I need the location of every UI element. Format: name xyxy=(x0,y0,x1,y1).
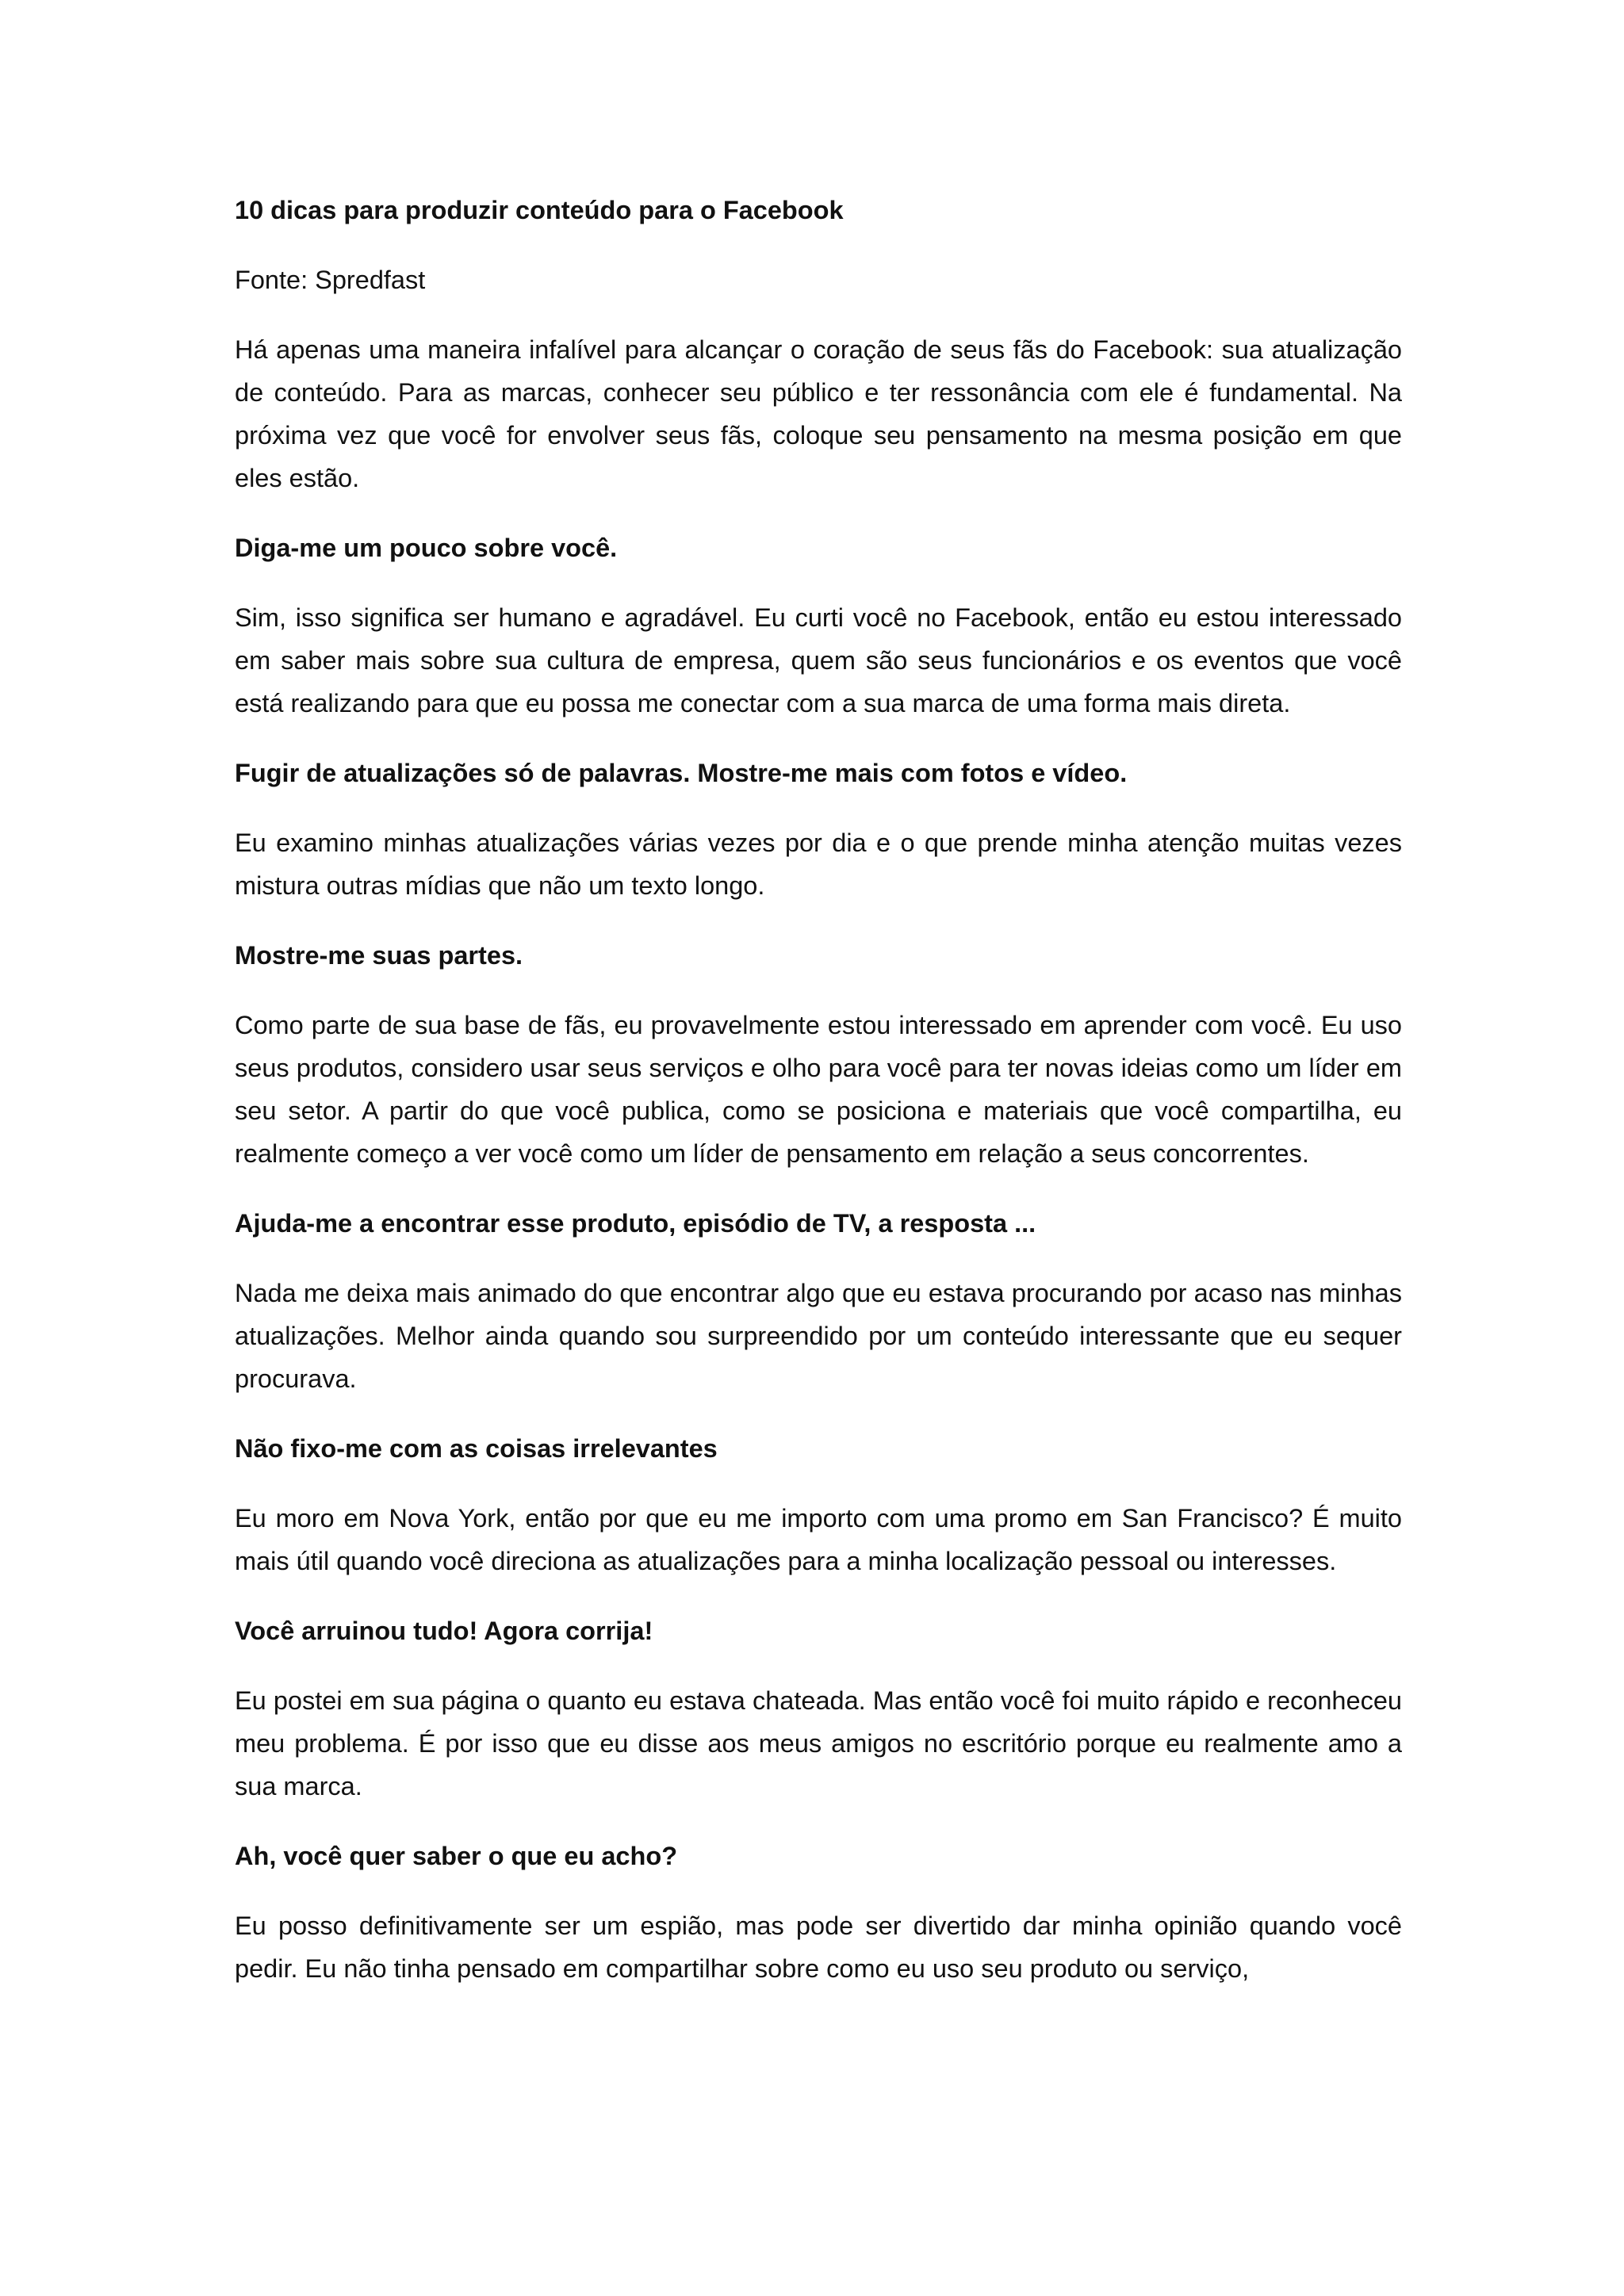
section-body-2: Eu examino minhas atualizações várias vezes por dia e o que prende minha atenção muitas vezes mistura outras mídias que não um texto longo. xyxy=(235,828,1402,900)
intro-paragraph: Há apenas uma maneira infalível para alcançar o coração de seus fãs do Facebook: sua atualização de conteúdo. Para as marcas, conhecer seu público e ter ressonância com ele é fundamental. Na próxima vez que você for envolver seus fãs, coloque seu pensamento na mesma posição em que eles estão. xyxy=(235,335,1402,492)
document-source: Fonte: Spredfast xyxy=(235,266,426,294)
section-heading-3: Mostre-me suas partes. xyxy=(235,941,523,970)
section-body-4: Nada me deixa mais animado do que encontrar algo que eu estava procurando por acaso nas minhas atualizações. Melhor ainda quando sou surpreendido por um conteúdo interessante que eu sequer procurava. xyxy=(235,1279,1402,1393)
section-body-7: Eu posso definitivamente ser um espião, mas pode ser divertido dar minha opinião quando você pedir. Eu não tinha pensado em compartilhar sobre como eu uso seu produto ou serviço, xyxy=(235,1911,1402,1983)
section-heading-4: Ajuda-me a encontrar esse produto, episódio de TV, a resposta ... xyxy=(235,1209,1036,1238)
section-heading-5: Não fixo-me com as coisas irrelevantes xyxy=(235,1434,718,1463)
section-body-1: Sim, isso significa ser humano e agradável. Eu curti você no Facebook, então eu estou interessado em saber mais sobre sua cultura de empresa, quem são seus funcionários e os eventos que você está realizando para que eu possa me conectar com a sua marca de uma forma mais direta. xyxy=(235,603,1402,718)
section-heading-6: Você arruinou tudo! Agora corrija! xyxy=(235,1617,653,1645)
section-body-3: Como parte de sua base de fãs, eu provavelmente estou interessado em aprender com você. Eu uso seus produtos, considero usar seus serviços e olho para você para ter novas ideias como um líder em seu setor. A partir do que você publica, como se posiciona e materiais que você compartilha, eu realmente começo a ver você como um líder de pensamento em relação a seus concorrentes. xyxy=(235,1011,1402,1168)
section-body-5: Eu moro em Nova York, então por que eu me importo com uma promo em San Francisco? É muito mais útil quando você direciona as atualizações para a minha localização pessoal ou interesses. xyxy=(235,1504,1402,1575)
section-heading-1: Diga-me um pouco sobre você. xyxy=(235,534,618,562)
section-heading-2: Fugir de atualizações só de palavras. Mostre-me mais com fotos e vídeo. xyxy=(235,759,1128,787)
section-heading-7: Ah, você quer saber o que eu acho? xyxy=(235,1842,678,1870)
document-content xyxy=(235,189,1402,2017)
document-title: 10 dicas para produzir conteúdo para o Facebook xyxy=(235,196,844,224)
section-body-6: Eu postei em sua página o quanto eu estava chateada. Mas então você foi muito rápido e reconheceu meu problema. É por isso que eu disse aos meus amigos no escritório porque eu realmente amo a sua marca. xyxy=(235,1686,1402,1800)
